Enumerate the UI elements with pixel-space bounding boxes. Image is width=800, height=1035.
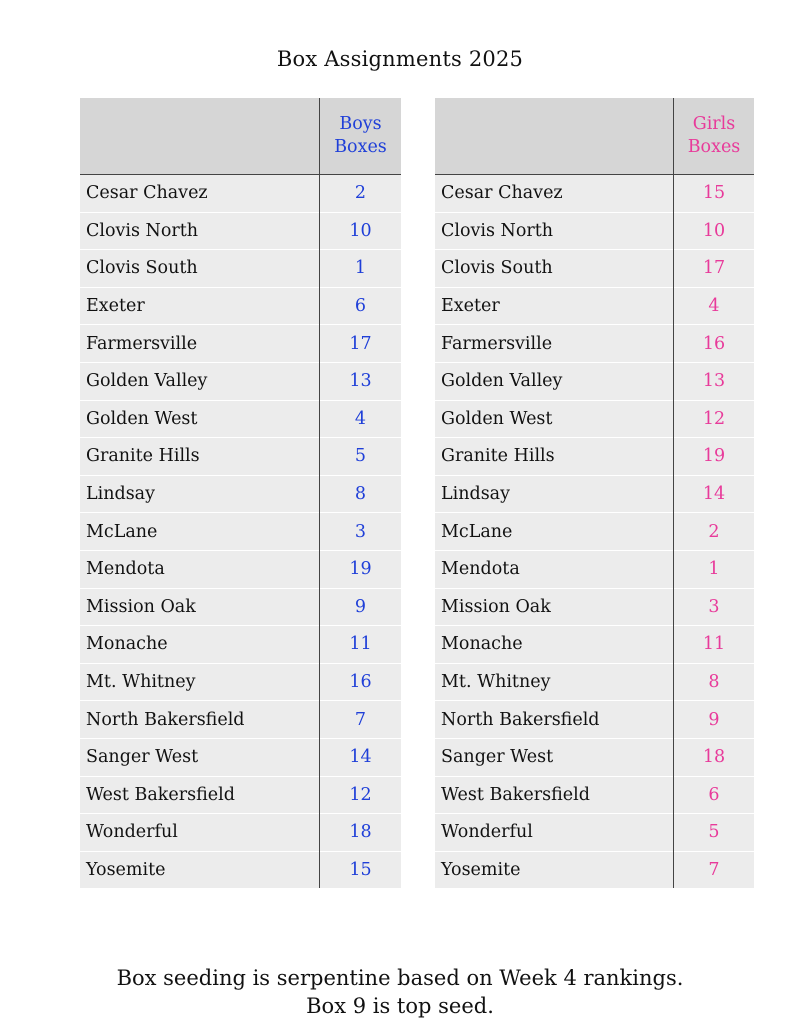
footer-note bbox=[0, 964, 800, 1020]
boys-boxes-table bbox=[80, 98, 401, 888]
table-row bbox=[435, 175, 754, 213]
table-row bbox=[80, 851, 401, 888]
school-header-cell bbox=[80, 98, 320, 175]
footer-line-2: Box 9 is top seed. bbox=[306, 994, 494, 1018]
table-row bbox=[80, 175, 401, 213]
header-line-2: Boxes bbox=[334, 137, 387, 157]
school-name-cell: Monache bbox=[80, 626, 320, 664]
table-row bbox=[435, 362, 754, 400]
box-number-cell: 19 bbox=[674, 438, 755, 476]
school-name-cell: North Bakersfield bbox=[435, 701, 674, 739]
box-number-cell: 7 bbox=[320, 701, 402, 739]
table-row bbox=[435, 626, 754, 664]
school-name-cell: Clovis South bbox=[80, 250, 320, 288]
school-name-cell: Sanger West bbox=[80, 738, 320, 776]
table-row bbox=[80, 738, 401, 776]
table-row bbox=[435, 438, 754, 476]
box-number-cell: 8 bbox=[674, 663, 755, 701]
box-number-cell: 6 bbox=[674, 776, 755, 814]
table-row bbox=[435, 851, 754, 888]
box-number-cell: 5 bbox=[674, 814, 755, 852]
header-line-1: Boys bbox=[339, 114, 382, 134]
school-name-cell: Golden Valley bbox=[435, 362, 674, 400]
box-number-cell: 12 bbox=[320, 776, 402, 814]
school-name-cell: Wonderful bbox=[80, 814, 320, 852]
school-name-cell: Lindsay bbox=[80, 475, 320, 513]
table-row bbox=[80, 438, 401, 476]
box-number-cell: 1 bbox=[674, 550, 755, 588]
table-row bbox=[80, 250, 401, 288]
school-header-cell bbox=[435, 98, 674, 175]
table-row bbox=[435, 250, 754, 288]
table-row bbox=[80, 287, 401, 325]
box-number-cell: 9 bbox=[674, 701, 755, 739]
school-name-cell: Yosemite bbox=[435, 851, 674, 888]
box-number-cell: 8 bbox=[320, 475, 402, 513]
school-name-cell: Wonderful bbox=[435, 814, 674, 852]
school-name-cell: Mt. Whitney bbox=[80, 663, 320, 701]
box-number-cell: 17 bbox=[320, 325, 402, 363]
box-number-cell: 1 bbox=[320, 250, 402, 288]
table-row bbox=[80, 701, 401, 739]
school-name-cell: Farmersville bbox=[435, 325, 674, 363]
box-number-cell: 14 bbox=[320, 738, 402, 776]
boys-table-body bbox=[80, 175, 401, 889]
box-number-cell: 5 bbox=[320, 438, 402, 476]
school-name-cell: Golden West bbox=[80, 400, 320, 438]
box-number-cell: 11 bbox=[674, 626, 755, 664]
school-name-cell: McLane bbox=[435, 513, 674, 551]
box-number-cell: 13 bbox=[320, 362, 402, 400]
box-number-cell: 2 bbox=[320, 175, 402, 213]
school-name-cell: Clovis North bbox=[80, 212, 320, 250]
school-name-cell: Sanger West bbox=[435, 738, 674, 776]
box-number-cell: 12 bbox=[674, 400, 755, 438]
school-name-cell: Yosemite bbox=[80, 851, 320, 888]
table-row bbox=[80, 325, 401, 363]
table-row bbox=[80, 663, 401, 701]
table-row bbox=[80, 212, 401, 250]
box-number-cell: 16 bbox=[320, 663, 402, 701]
table-row bbox=[80, 550, 401, 588]
table-row bbox=[435, 663, 754, 701]
box-number-cell: 16 bbox=[674, 325, 755, 363]
table-row bbox=[80, 776, 401, 814]
table-row bbox=[80, 626, 401, 664]
box-number-cell: 14 bbox=[674, 475, 755, 513]
school-name-cell: Golden West bbox=[435, 400, 674, 438]
boys-boxes-header bbox=[320, 98, 402, 175]
table-row bbox=[435, 701, 754, 739]
table-row bbox=[435, 814, 754, 852]
girls-boxes-header bbox=[674, 98, 755, 175]
table-row bbox=[80, 362, 401, 400]
table-row bbox=[435, 776, 754, 814]
school-name-cell: Exeter bbox=[435, 287, 674, 325]
box-number-cell: 19 bbox=[320, 550, 402, 588]
table-row bbox=[80, 475, 401, 513]
box-number-cell: 4 bbox=[674, 287, 755, 325]
school-name-cell: Monache bbox=[435, 626, 674, 664]
school-name-cell: Granite Hills bbox=[80, 438, 320, 476]
school-name-cell: Mendota bbox=[80, 550, 320, 588]
table-row bbox=[435, 212, 754, 250]
school-name-cell: Mission Oak bbox=[80, 588, 320, 626]
table-row bbox=[435, 738, 754, 776]
box-number-cell: 17 bbox=[674, 250, 755, 288]
girls-boxes-table bbox=[435, 98, 754, 888]
box-number-cell: 15 bbox=[674, 175, 755, 213]
box-number-cell: 2 bbox=[674, 513, 755, 551]
box-number-cell: 15 bbox=[320, 851, 402, 888]
header-line-2: Boxes bbox=[687, 137, 741, 157]
header-line-1: Girls bbox=[692, 114, 736, 134]
box-number-cell: 7 bbox=[674, 851, 755, 888]
box-number-cell: 11 bbox=[320, 626, 402, 664]
table-row bbox=[80, 588, 401, 626]
school-name-cell: West Bakersfield bbox=[80, 776, 320, 814]
box-number-cell: 3 bbox=[674, 588, 755, 626]
box-number-cell: 18 bbox=[674, 738, 755, 776]
table-row bbox=[80, 814, 401, 852]
footer-line-1: Box seeding is serpentine based on Week 4 rankings. bbox=[116, 966, 684, 990]
box-number-cell: 3 bbox=[320, 513, 402, 551]
table-header-row bbox=[80, 98, 401, 175]
box-number-cell: 18 bbox=[320, 814, 402, 852]
table-header-row bbox=[435, 98, 754, 175]
table-row bbox=[435, 475, 754, 513]
table-row bbox=[80, 400, 401, 438]
school-name-cell: Lindsay bbox=[435, 475, 674, 513]
school-name-cell: Cesar Chavez bbox=[435, 175, 674, 213]
school-name-cell: Granite Hills bbox=[435, 438, 674, 476]
school-name-cell: McLane bbox=[80, 513, 320, 551]
school-name-cell: Mission Oak bbox=[435, 588, 674, 626]
school-name-cell: Clovis North bbox=[435, 212, 674, 250]
girls-table-body bbox=[435, 175, 754, 889]
table-row bbox=[435, 325, 754, 363]
school-name-cell: West Bakersfield bbox=[435, 776, 674, 814]
table-row bbox=[435, 400, 754, 438]
table-row bbox=[80, 513, 401, 551]
school-name-cell: Mt. Whitney bbox=[435, 663, 674, 701]
box-number-cell: 4 bbox=[320, 400, 402, 438]
box-number-cell: 9 bbox=[320, 588, 402, 626]
table-row bbox=[435, 550, 754, 588]
page-title: Box Assignments 2025 bbox=[276, 47, 524, 71]
school-name-cell: Exeter bbox=[80, 287, 320, 325]
school-name-cell: Golden Valley bbox=[80, 362, 320, 400]
box-number-cell: 10 bbox=[674, 212, 755, 250]
table-row bbox=[435, 287, 754, 325]
box-number-cell: 6 bbox=[320, 287, 402, 325]
box-number-cell: 10 bbox=[320, 212, 402, 250]
school-name-cell: Cesar Chavez bbox=[80, 175, 320, 213]
school-name-cell: North Bakersfield bbox=[80, 701, 320, 739]
school-name-cell: Clovis South bbox=[435, 250, 674, 288]
school-name-cell: Mendota bbox=[435, 550, 674, 588]
table-row bbox=[435, 588, 754, 626]
box-number-cell: 13 bbox=[674, 362, 755, 400]
school-name-cell: Farmersville bbox=[80, 325, 320, 363]
table-row bbox=[435, 513, 754, 551]
